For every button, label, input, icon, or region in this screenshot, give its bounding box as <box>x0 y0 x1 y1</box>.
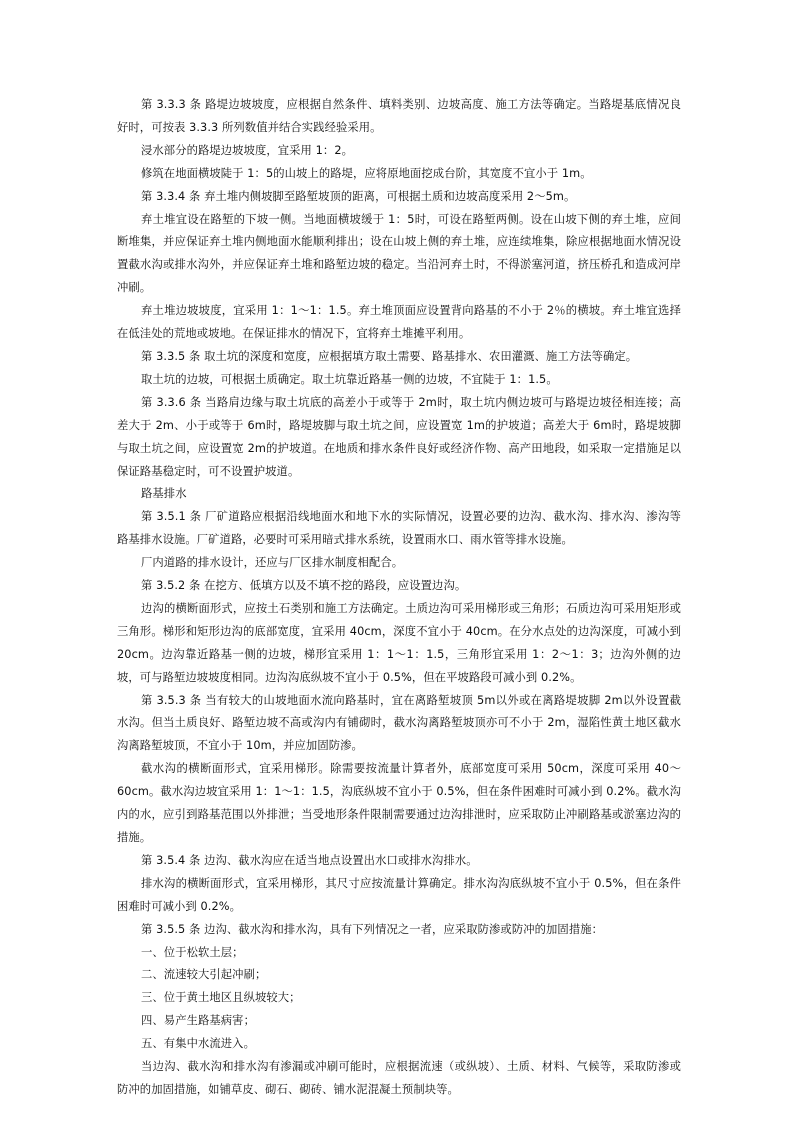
paragraph-drain-ditch-section: 排水沟的横断面形式，宜采用梯形，其尺寸应按流量计算确定。排水沟沟底纵坡不宜小于 0.5%，但在条件困难时可减小到 0.2%。 <box>117 876 681 913</box>
paragraph-flooded-slope: 浸水部分的路堤边坡坡度，宜采用 1：2。 <box>141 143 354 157</box>
document-body <box>117 94 681 1102</box>
list-item-5: 五、有集中水流进入。 <box>141 1037 255 1051</box>
paragraph-3-5-5: 第 3.5.5 条 边沟、截水沟和排水沟，具有下列情况之一者，应采取防渗或防冲的加固措施： <box>141 922 604 936</box>
paragraph-3-5-3: 第 3.5.3 条 当有较大的山坡地面水流向路基时，宜在离路堑坡顶 5m以外或在离路堤坡脚 2m以外设置截水沟。但当土质良好、路堑边坡不高或沟内有铺砌时，截水沟离路堑坡顶亦可不小于 2m，湿陷性黄土地区截水沟离路堑坡顶，不宜小于 10m，并应加固防渗。 <box>117 693 681 753</box>
paragraph-3-3-3: 第 3.3.3 条 路堤边坡坡度，应根据自然条件、填料类别、边坡高度、施工方法等确定。当路堤基底情况良好时，可按表 3.3.3 所列数值并结合实践经验采用。 <box>117 98 681 134</box>
list-item-1: 一、位于松软土层； <box>141 945 244 959</box>
paragraph-reinforcement: 当边沟、截水沟和排水沟有渗漏或冲刷可能时，应根据流速（或纵坡）、土质、材料、气候等，采取防渗或防冲的加固措施，如铺草皮、砌石、砌砖、铺水泥混凝土预制块等。 <box>117 1060 681 1096</box>
paragraph-intercept-ditch-section: 截水沟的横断面形式，宜采用梯形。除需要按流量计算者外，底部宽度可采用 50cm，深度可采用 40～60cm。截水沟边坡宜采用 1：1～1：1.5，沟底纵坡不宜小于 0.5%，但在条件困难时可减小到 0.2%。截水沟内的水，应引到路基范围以外排泄；当受地形条件限制需要通过边沟排泄时，应采取防止冲刷路基或淤塞边沟的措施。 <box>117 762 681 844</box>
list-item-4: 四、易产生路基病害； <box>141 1014 255 1028</box>
paragraph-3-3-5: 第 3.3.5 条 取土坑的深度和宽度，应根据填方取土需要、路基排水、农田灌溉、施工方法等确定。 <box>141 349 638 363</box>
paragraph-3-3-6: 第 3.3.6 条 当路肩边缘与取土坑底的高差小于或等于 2m时，取土坑内侧边坡可与路堤边坡径相连接；高差大于 2m、小于或等于 6m时，路堤坡脚与取土坑之间，应设置宽 1m的护坡道；高差大于 6m时，路堤坡脚与取土坑之间，应设置宽 2m的护坡道。在地质和排水条件良好或经济作物、高产田地段，如采取一定措施足以保证路基稳定时，可不设置护坡道。 <box>117 395 681 478</box>
paragraph-3-5-2: 第 3.5.2 条 在挖方、低填方以及不填不挖的路段，应设置边沟。 <box>141 579 467 593</box>
paragraph-spoil-bank: 弃土堆宜设在路堑的下坡一侧。当地面横坡缓于 1：5时，可设在路堑两侧。设在山坡下侧的弃土堆，应间断堆集，并应保证弃土堆内侧地面水能顺利排出；设在山坡上侧的弃土堆，应连续堆集，除应根据地面水情况设置截水沟或排水沟外，并应保证弃土堆和路堑边坡的稳定。当沿河弃土时，不得淤塞河道，挤压桥孔和造成河岸冲刷。 <box>117 212 681 295</box>
list-item-2: 二、流速较大引起冲刷； <box>141 968 267 982</box>
paragraph-3-5-1: 第 3.5.1 条 厂矿道路应根据沿线地面水和地下水的实际情况，设置必要的边沟、截水沟、排水沟、渗沟等路基排水设施。厂矿道路，必要时可采用暗式排水系统，设置雨水口、雨水管等排水设施。 <box>117 510 681 547</box>
paragraph-3-3-4: 第 3.3.4 条 弃土堆内侧坡脚至路堑坡顶的距离，可根据土质和边坡高度采用 2～5m。 <box>141 189 576 203</box>
paragraph-steps: 修筑在地面横坡陡于 1：5的山坡上的路堤，应将原地面挖成台阶，其宽度不宜小于 1m。 <box>141 166 592 180</box>
section-heading-drainage: 路基排水 <box>141 487 187 501</box>
paragraph-side-ditch-section: 边沟的横断面形式，应按土石类别和施工方法确定。土质边沟可采用梯形或三角形；石质边沟可采用矩形或三角形。梯形和矩形边沟的底部宽度，宜采用 40cm，深度不宜小于 40cm。在分水点处的边沟深度，可减小到 20cm。边沟靠近路基一侧的边坡，梯形宜采用 1：1～1：1.5，三角形宜采用 1：2～1：3；边沟外侧的边坡，可与路堑边坡坡度相同。边沟沟底纵坡不宜小于 0.5%，但在平坡路段可减小到 0.2%。 <box>117 601 681 684</box>
paragraph-3-5-4: 第 3.5.4 条 边沟、截水沟应在适当地点设置出水口或排水沟排水。 <box>141 853 478 867</box>
paragraph-borrow-pit-slope: 取土坑的边坡，可根据土质确定。取土坑靠近路基一侧的边坡，不宜陡于 1：1.5。 <box>141 372 558 386</box>
list-item-3: 三、位于黄土地区且纵坡较大； <box>141 991 301 1005</box>
paragraph-plant-drainage: 厂内道路的排水设计，还应与厂区排水制度相配合。 <box>141 556 404 570</box>
paragraph-spoil-slope: 弃土堆边坡坡度，宜采用 1：1～1：1.5。弃土堆顶面应设置背向路基的不小于 2％的横坡。弃土堆宜选择在低洼处的荒地或坡地。在保证排水的情况下，宜将弃土堆摊平利用。 <box>117 304 681 341</box>
